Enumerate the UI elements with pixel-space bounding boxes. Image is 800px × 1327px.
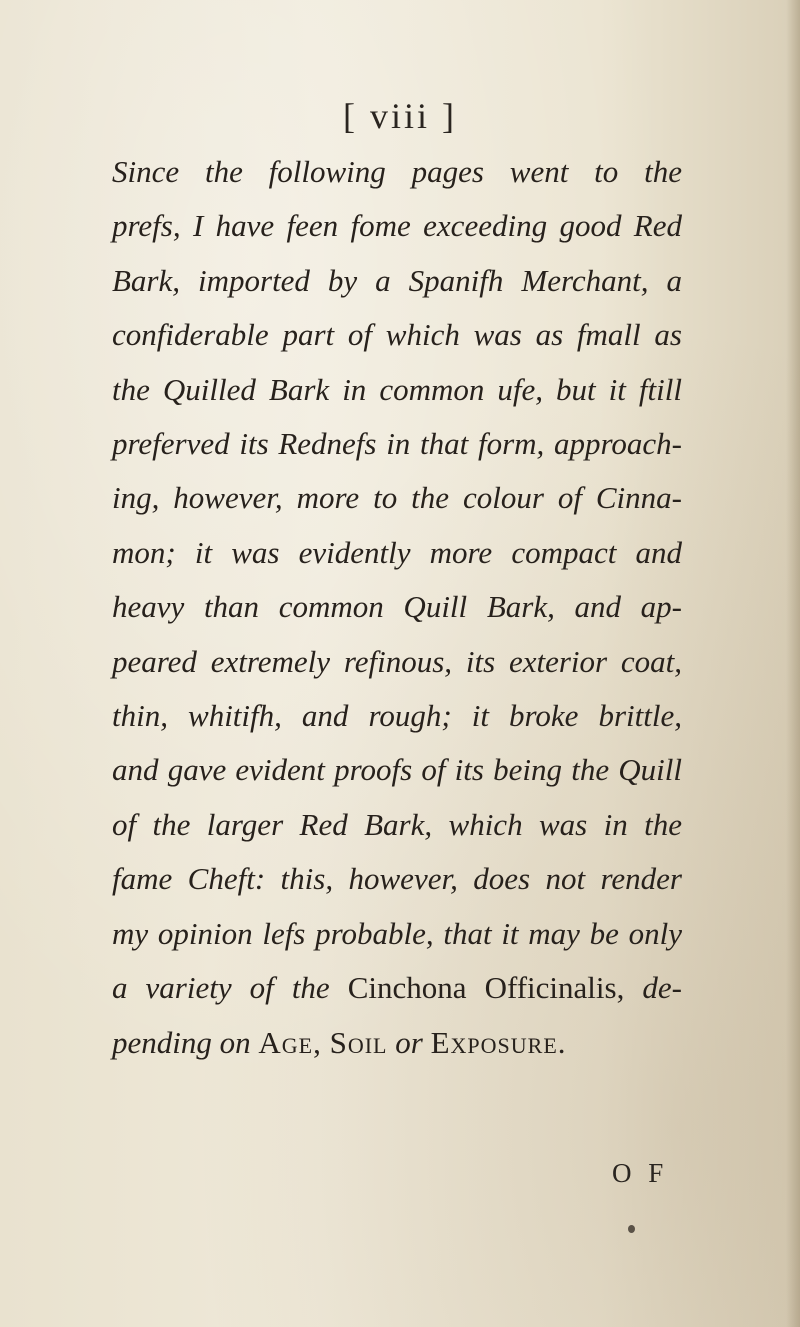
ink-spot <box>628 1225 635 1233</box>
text-line-12: and gave evident proofs of its being the Quill <box>112 752 682 788</box>
term-age: Age, <box>258 1024 322 1060</box>
text-line-3: Bark, imported by a Spanifh Merchant, a <box>112 262 682 298</box>
text-line-10: peared extremely refinous, its exterior coat, <box>112 643 682 679</box>
text-line-8: mon; it was evidently more compact and <box>112 534 682 570</box>
text-line-14: fame Cheft: this, however, does not render <box>112 861 682 897</box>
text-line-5: the Quilled Bark in common ufe, but it ftill <box>112 371 682 407</box>
line16-hyphenated: de- <box>642 970 682 1006</box>
text-line-9: heavy than common Quill Bark, and ap- <box>112 589 682 625</box>
page-edge-shadow <box>786 0 800 1327</box>
text-line-13: of the larger Red Bark, which was in the <box>112 806 682 842</box>
text-line-15: my opinion lefs probable, that it may be only <box>112 915 682 951</box>
text-line-1: Since the following pages went to the <box>112 154 682 189</box>
text-line-6: preferved its Rednefs in that form, approach- <box>112 426 682 462</box>
conjunction-or: or <box>395 1024 423 1060</box>
text-line-16 <box>112 961 682 1015</box>
line16-lead: a variety of the <box>112 970 330 1006</box>
catchword: O F <box>612 1158 669 1188</box>
term-exposure: Exposure. <box>430 1024 567 1060</box>
text-line-2: prefs, I have feen fome exceeding good Red <box>112 208 682 244</box>
text-line-4: confiderable part of which was as fmall as <box>112 317 682 353</box>
text-line-11: thin, whitifh, and rough; it broke brittle, <box>112 698 682 734</box>
species-name: Cinchona Officinalis, <box>347 970 625 1006</box>
paragraph <box>112 145 682 1070</box>
text-line-7: ing, however, more to the colour of Cinna- <box>112 480 682 516</box>
term-soil: Soil <box>329 1024 388 1060</box>
page-number: [ viii ] <box>343 96 457 136</box>
line17-lead: pending on <box>112 1024 251 1060</box>
text-line-17 <box>112 1016 682 1070</box>
